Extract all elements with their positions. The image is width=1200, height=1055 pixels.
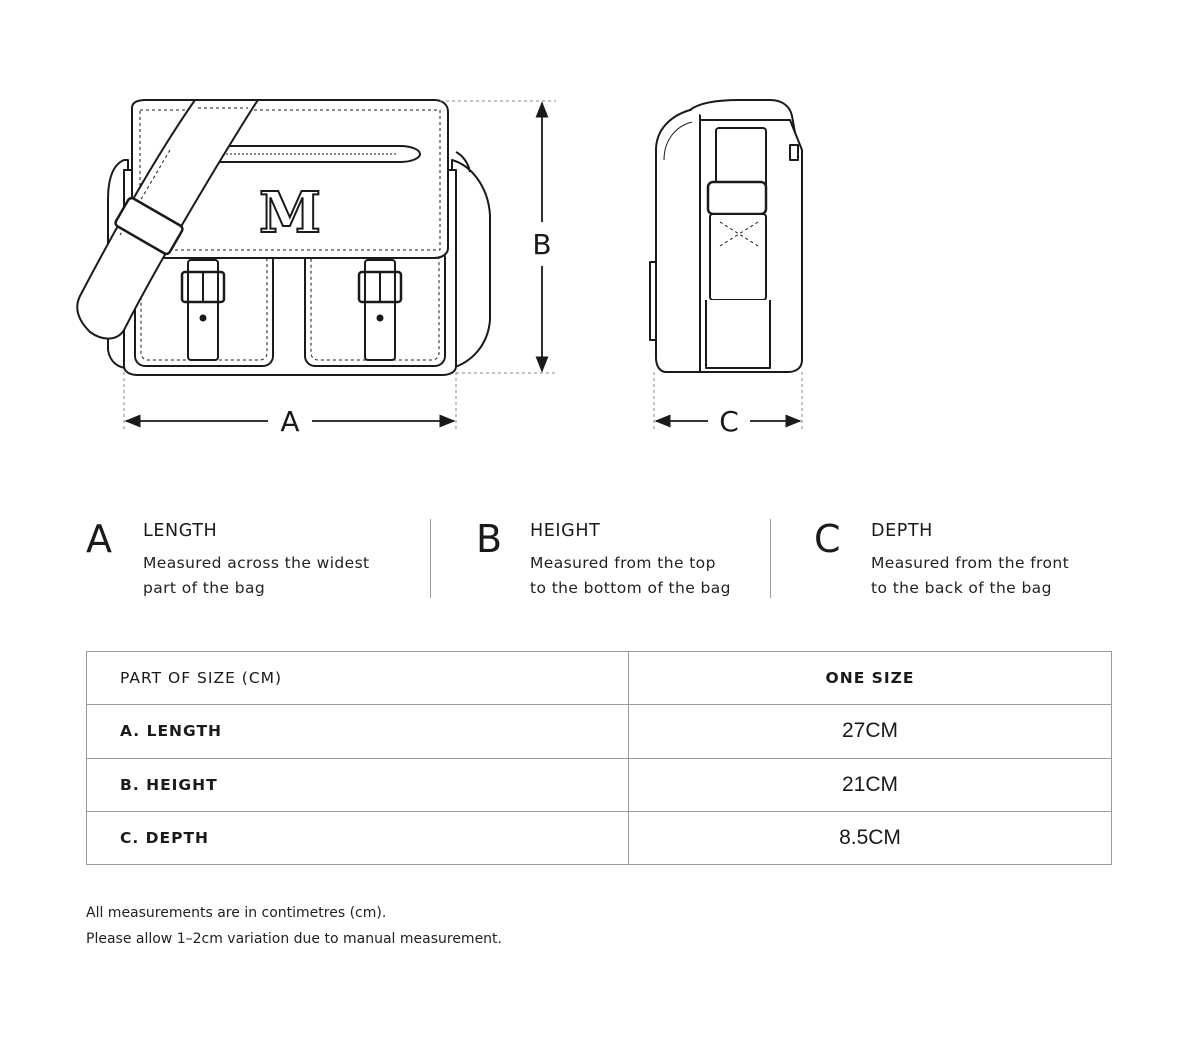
dimension-a-label: A bbox=[280, 405, 300, 438]
part-cell: C. DEPTH bbox=[87, 811, 629, 864]
bag-illustrations bbox=[0, 0, 1200, 470]
value-cell: 21CM bbox=[629, 758, 1112, 811]
legend-description bbox=[871, 551, 1069, 601]
brand-logo: M bbox=[259, 180, 321, 246]
table-row bbox=[87, 811, 1112, 864]
legend-description-line: Measured across the widest bbox=[143, 554, 370, 572]
bag-dimension-diagram bbox=[0, 0, 1200, 470]
legend-divider bbox=[770, 519, 771, 598]
dimension-a bbox=[124, 372, 456, 438]
legend-title: LENGTH bbox=[143, 521, 218, 541]
legend-description bbox=[143, 551, 370, 601]
legend-title: HEIGHT bbox=[530, 521, 601, 541]
legend-description-line: Measured from the top bbox=[530, 554, 716, 572]
size-table bbox=[86, 651, 1112, 865]
dimension-c-label: C bbox=[719, 405, 739, 438]
part-cell: B. HEIGHT bbox=[87, 758, 629, 811]
legend-title: DEPTH bbox=[871, 521, 933, 541]
legend-description-line: Measured from the front bbox=[871, 554, 1070, 572]
note-line: All measurements are in contimetres (cm). bbox=[86, 905, 387, 921]
part-cell: A. LENGTH bbox=[87, 705, 629, 758]
table-row bbox=[87, 758, 1112, 811]
legend-description-line: to the back of the bag bbox=[871, 579, 1052, 597]
legend-letter: C bbox=[814, 517, 841, 561]
dimension-c bbox=[654, 372, 802, 438]
note-line: Please allow 1–2cm variation due to manual measurement. bbox=[86, 931, 502, 947]
legend-description-line: to the bottom of the bag bbox=[530, 579, 731, 597]
table-header-row bbox=[87, 652, 1112, 705]
value-cell: 27CM bbox=[629, 705, 1112, 758]
value-cell: 8.5CM bbox=[629, 811, 1112, 864]
header-part-cell: PART OF SIZE (CM) bbox=[87, 652, 629, 705]
legend-divider bbox=[430, 519, 431, 598]
measurement-notes bbox=[86, 900, 502, 952]
dimension-b-label: B bbox=[532, 228, 552, 261]
legend-letter: A bbox=[86, 517, 112, 561]
legend-description bbox=[530, 551, 731, 601]
side-view-bag bbox=[650, 100, 802, 372]
dimension-legend bbox=[0, 515, 1200, 615]
header-size-cell: ONE SIZE bbox=[629, 652, 1112, 705]
legend-letter: B bbox=[476, 517, 503, 561]
legend-description-line: part of the bag bbox=[143, 579, 266, 597]
table-row bbox=[87, 705, 1112, 758]
